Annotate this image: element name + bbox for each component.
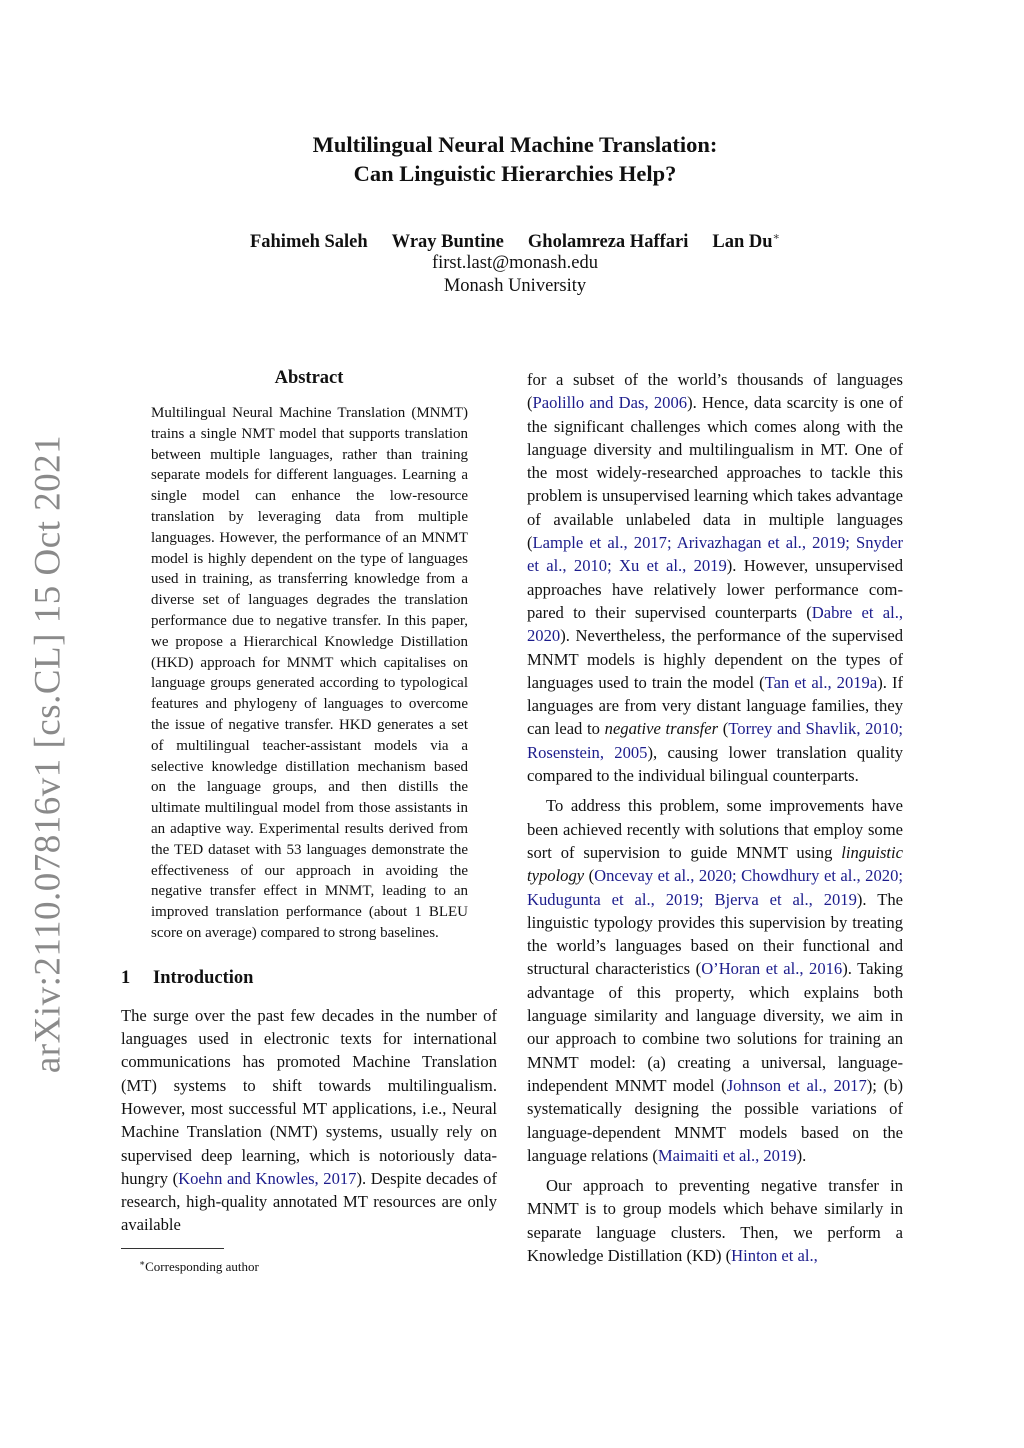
- citation-link[interactable]: Maimaiti et al., 2019: [657, 1145, 797, 1165]
- section-title: Introduction: [153, 967, 254, 988]
- abstract-heading: Abstract: [274, 368, 344, 388]
- intro-paragraph-1: The surge over the past few decades in the number of languages used in electronic texts for international communications has promoted Machine Translation (MT) systems to shift towards multilingualism. However, most successful MT applications, i.e., Neural Machine Translation (NMT) systems, usually rely on supervised deep learning, which is notoriously data-hungry (Koehn and Knowles, 2017). Despite decades of research, high-quality annotated MT resources are only available: [121, 1005, 497, 1235]
- citation-link[interactable]: Dabre et al., 2020: [527, 602, 903, 646]
- title-line-2: Can Linguistic Hierarchies Help?: [353, 161, 677, 186]
- citation-link[interactable]: Johnson et al., 2017: [726, 1075, 867, 1095]
- right-column: [527, 368, 903, 1267]
- author-name: Fahimeh Saleh: [249, 232, 368, 252]
- arxiv-identifier: arXiv:2110.07816v1 [cs.CL] 15 Oct 2021: [27, 434, 69, 1074]
- citation-link[interactable]: Koehn and Knowles, 2017: [178, 1168, 357, 1188]
- intro-paragraph-3: Our approach to preventing negative transfer in MNMT is to group models which behave similarly in separate language clusters. Then, we perform a Knowledge Distillation (KD) (Hinton et al.,: [527, 1176, 903, 1265]
- intro-paragraph-2: To address this problem, some improvements have been achieved recently with solutions that employ some sort of supervision to guide MNMT using linguistic typology (Oncevay et al., 2020; Chowdhury et al., 2020; Kudugunta et al., 2019; Bjerva et al., 2019). The linguistic typology provides this supervision by treating the world’s languages based on their functional and structural characteristics (O’Horan et al., 2016). Taking advantage of this property, which explains both language similarity and language diversity, we aim in our approach to combine two solutions for training an MNMT model: (a) creating a universal, language-independent MNMT model (Johnson et al., 2017); (b) systematically designing the possible variations of language-dependent MNMT models based on the language relations (Maimaiti et al., 2019).: [527, 796, 904, 1165]
- author-affiliation: Monash University: [443, 276, 587, 296]
- citation-link[interactable]: Oncevay et al., 2020; Chowdhury et al., 2020; Kudugunta et al., 2019; Bjerva et al., 2019: [527, 866, 903, 909]
- section-heading-introduction: [121, 966, 497, 990]
- left-column: [121, 366, 497, 1275]
- section-number: 1: [121, 967, 131, 988]
- author-name: Wray Buntine: [391, 232, 504, 252]
- author-name: Lan Du∗: [712, 231, 781, 252]
- footnote: [139, 1255, 497, 1275]
- citation-link[interactable]: O’Horan et al., 2016: [701, 959, 843, 979]
- footnote-text: Corresponding author: [145, 1258, 259, 1274]
- footnote-rule: [121, 1248, 224, 1249]
- author-footnote-mark: ∗: [772, 231, 781, 243]
- citation-link[interactable]: Hinton et al.,: [731, 1245, 818, 1265]
- citation-link[interactable]: Torrey and Shavlik, 2010; Rosenstein, 2005: [527, 719, 903, 762]
- emphasis: negative transfer: [604, 719, 719, 739]
- author-name: Gholamreza Haffari: [527, 232, 689, 252]
- emphasis: linguistic typology: [527, 842, 903, 886]
- title-line-1: Multilingual Neural Machine Translation:: [312, 132, 718, 157]
- intro-paragraph-1-continued: for a subset of the world’s thousands of languages (Paolillo and Das, 2006). Hence, data scarcity is one of the significant challenges which comes along with the language diversity and multilingualism in MT. One of the most widely-researched approaches to tackle this problem is unsupervised learning which takes advantage of available unlabeled data in multiple languages (Lample et al., 2017; Arivazhagan et al., 2019; Snyder et al., 2010; Xu et al., 2019). However, unsupervised approaches have relatively lower performance compared to their supervised counterparts (Dabre et al., 2020). Nevertheless, the performance of the supervised MNMT models is highly dependent on the types of languages used to train the model (Tan et al., 2019a). If languages are from very distant language families, they can lead to negative transfer (Torrey and Shavlik, 2010; Rosenstein, 2005), causing lower translation quality compared to the individual bilingual counterparts.: [527, 370, 904, 786]
- author-list: [160, 225, 870, 254]
- paper-title: [160, 130, 870, 188]
- citation-link[interactable]: Lample et al., 2017; Arivazhagan et al., 2019; Snyder et al., 2010; Xu et al., 2019: [527, 533, 903, 576]
- citation-link[interactable]: Paolillo and Das, 2006: [532, 393, 688, 413]
- citation-link[interactable]: Tan et al., 2019a: [764, 672, 878, 692]
- abstract-text: Multilingual Neural Machine Translation (MNMT) trains a single NMT model that supports translation between multiple languages, rather than training separate models for different languages. Learning a single model can enhance the low-resource translation by leveraging data from multiple languages. However, the performance of an MNMT model is highly dependent on the type of languages used in training, as transferring knowledge from a diverse set of languages degrades the translation performance due to negative transfer. In this paper, we propose a Hierarchical Knowledge Distillation (HKD) approach for MNMT which capitalises on language groups generated according to typological features and phylogeny of languages to overcome the issue of negative transfer. HKD generates a set of multilingual teacher-assistant models via a selective knowledge distillation mechanism based on the language groups, and then distills the ultimate multilingual model from those assistants in an adaptive way. Experimental results derived from the TED dataset with 53 languages demonstrate the effectiveness of our approach in avoiding the negative transfer effect in MNMT, leading to an improved translation performance (about 1 BLEU score on average) compared to strong baselines.: [151, 405, 468, 941]
- footnote-mark: ∗: [139, 1257, 146, 1268]
- author-email: first.last@monash.edu: [431, 253, 599, 273]
